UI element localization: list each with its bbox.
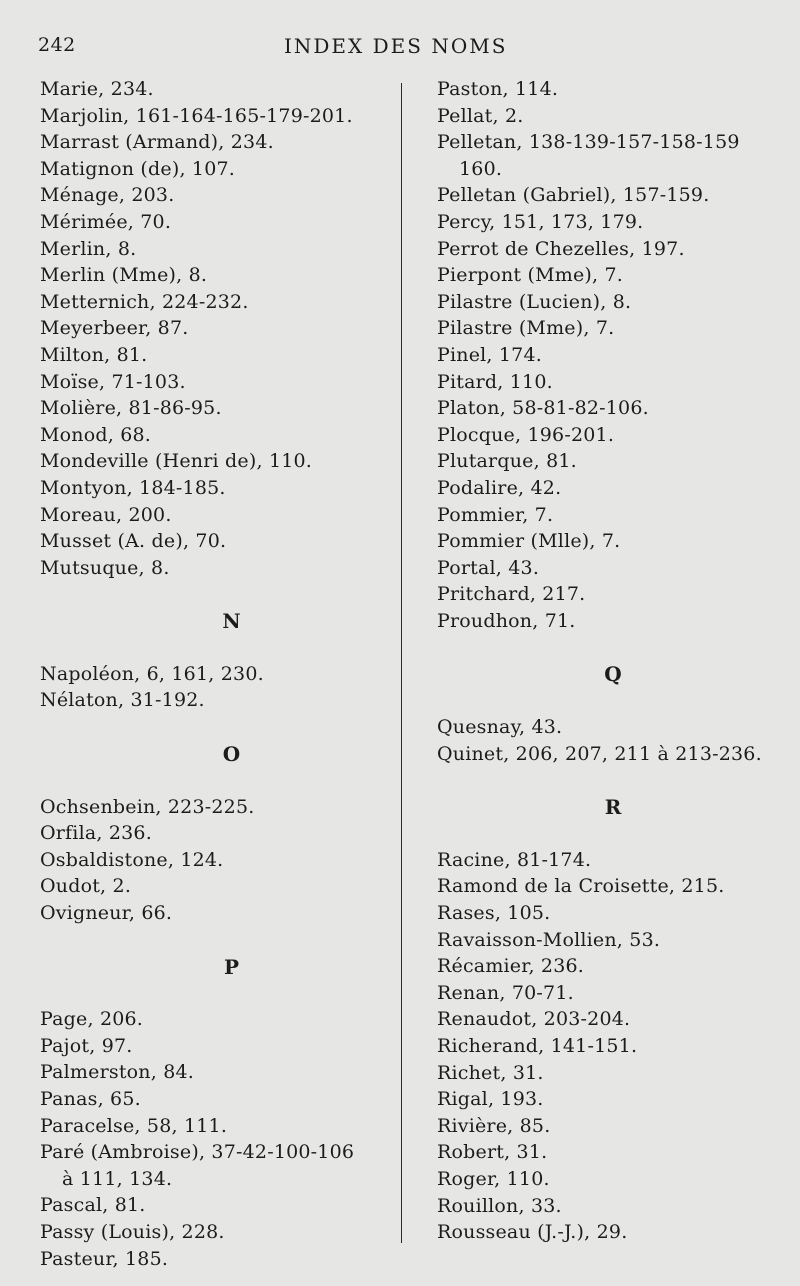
index-entry: Ramond de la Croisette, 215. [437,875,725,898]
index-entry: Ménage, 203. [40,184,175,207]
group-p-left [40,1006,395,1272]
index-entry-continuation: 160. [459,157,503,180]
index-entry: Mondeville (Henri de), 110. [40,450,313,473]
index-entry: Podalire, 42. [437,476,562,499]
index-entry: Récamier, 236. [437,955,585,978]
index-entry: Pilastre (Mme), 7. [437,317,615,340]
index-entry: Osbaldistone, 124. [40,848,224,871]
index-entry: Pajot, 97. [40,1034,133,1057]
section-letter-r: R [604,795,622,820]
index-entry: Perrot de Chezelles, 197. [437,237,685,260]
index-entry: Rigal, 193. [437,1088,544,1111]
page-header [0,34,800,64]
index-entry: Renan, 70-71. [437,981,574,1004]
index-entry: Metternich, 224-232. [40,290,249,313]
index-entry: Marie, 234. [40,78,154,100]
index-entry: Rouillon, 33. [437,1194,562,1217]
section-letter-p: P [223,954,240,979]
index-entry: Platon, 58-81-82-106. [437,397,649,420]
index-entry: Pelletan, 138-139-157-158-159 [437,131,740,154]
index-entry: Merlin, 8. [40,237,137,260]
index-entry: Pellat, 2. [437,104,524,127]
index-entry: Pelletan (Gabriel), 157-159. [437,184,710,207]
group-o [40,794,395,927]
index-entry: Pierpont (Mme), 7. [437,264,624,287]
section-letter-o: O [222,742,241,767]
index-entry: Palmerston, 84. [40,1061,195,1084]
index-entry: Proudhon, 71. [437,609,576,632]
index-entry: Roger, 110. [437,1167,550,1190]
index-entry: Mutsuque, 8. [40,556,170,579]
index-entry: Marrast (Armand), 234. [40,131,274,154]
index-entry: Pommier, 7. [437,503,554,526]
index-entry: Renaudot, 203-204. [437,1008,631,1031]
index-entry: Moreau, 200. [40,503,172,526]
index-entry: Milton, 81. [40,343,148,366]
index-entry: Portal, 43. [437,556,540,579]
index-entry: Racine, 81-174. [437,848,592,871]
index-entry: Pinel, 174. [437,343,543,366]
group-q [437,714,787,767]
index-entry: Rivière, 85. [437,1114,551,1137]
index-entry: Richerand, 141-151. [437,1035,638,1057]
index-entry-continuation: à 111, 134. [62,1167,173,1190]
index-entry: Plutarque, 81. [437,450,577,473]
index-entry: Quinet, 206, 207, 211 à 213-236. [437,742,762,765]
index-entry: Ravaisson-Mollien, 53. [437,928,661,951]
left-column [40,76,395,1272]
running-title: INDEX DES NOMS [284,34,508,58]
index-entry: Orfila, 236. [40,822,152,845]
index-entry: Napoléon, 6, 161, 230. [40,662,264,685]
page-number: 242 [38,34,76,56]
index-entry: Quesnay, 43. [437,716,563,739]
right-column [437,76,787,1246]
index-entry: Robert, 31. [437,1141,548,1164]
index-entry: Monod, 68. [40,423,152,446]
index-entry: Paston, 114. [437,78,559,100]
index-entry: Plocque, 196-201. [437,423,615,446]
group-p-right [437,76,787,634]
index-entry: Ochsenbein, 223-225. [40,795,255,818]
index-entry: Merlin (Mme), 8. [40,264,208,287]
index-entry: Pascal, 81. [40,1194,146,1217]
index-entry: Passy (Louis), 228. [40,1220,225,1243]
section-letter-q: Q [604,662,622,687]
index-entry: Oudot, 2. [40,875,132,898]
index-entry: Ovigneur, 66. [40,902,173,925]
index-entry: Meyerbeer, 87. [40,317,189,340]
index-entry: Marjolin, 161-164-165-179-201. [40,104,353,127]
index-entry: Pritchard, 217. [437,583,586,606]
index-entry: Percy, 151, 173, 179. [437,210,644,233]
index-entry: Mérimée, 70. [40,210,172,233]
index-entry: Musset (A. de), 70. [40,530,227,553]
index-entry: Page, 206. [40,1008,144,1031]
index-entry: Paré (Ambroise), 37-42-100-106 [40,1141,355,1164]
index-entry: Panas, 65. [40,1088,141,1110]
index-entry: Pommier (Mlle), 7. [437,530,621,553]
group-r [437,847,787,1246]
index-entry: Richet, 31. [437,1061,544,1084]
index-entry: Molière, 81-86-95. [40,397,222,420]
index-entry: Pitard, 110. [437,370,553,393]
index-entry: Paracelse, 58, 111. [40,1114,228,1137]
column-divider [401,83,402,1243]
index-entry: Rousseau (J.-J.), 29. [437,1221,628,1244]
index-entry: Matignon (de), 107. [40,157,236,180]
group-m [40,76,395,581]
group-n [40,661,395,714]
index-entry: Nélaton, 31-192. [40,689,205,712]
section-letter-n: N [222,609,241,634]
index-entry: Pilastre (Lucien), 8. [437,290,632,313]
index-entry: Moïse, 71-103. [40,370,186,393]
index-entry: Montyon, 184-185. [40,476,226,499]
index-entry: Rases, 105. [437,902,551,925]
index-entry: Pasteur, 185. [40,1247,169,1270]
